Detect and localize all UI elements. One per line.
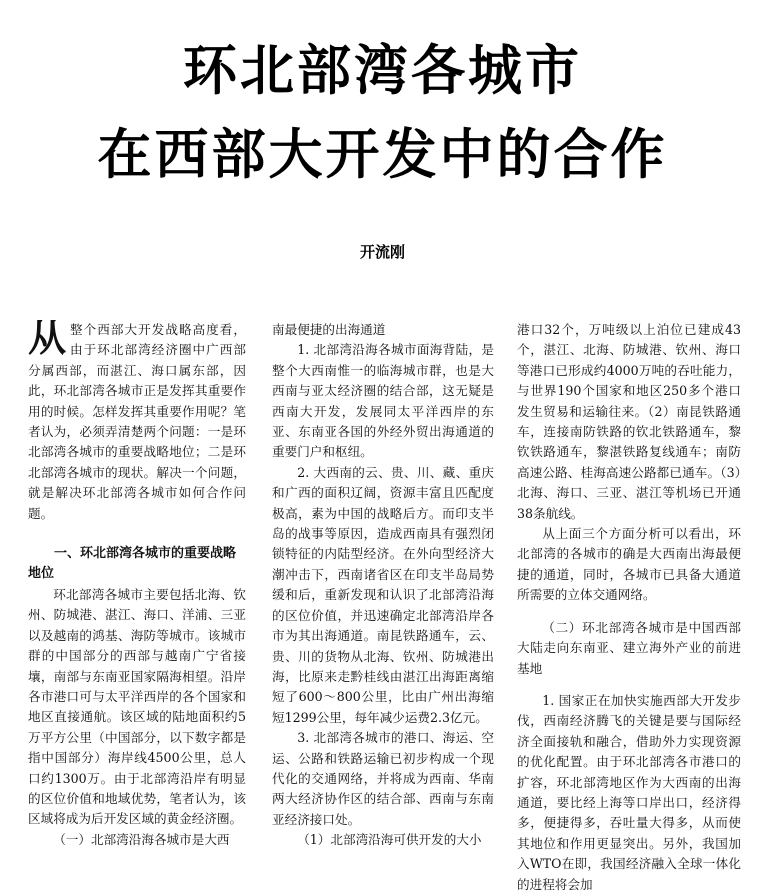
section-heading-1: 一、环北部湾各城市的重要战略地位 bbox=[28, 546, 237, 582]
spacer bbox=[517, 679, 741, 691]
continued-text: 南最便捷的出海通道 bbox=[272, 322, 386, 337]
column-3 bbox=[517, 320, 741, 896]
article-author: 开流刚 bbox=[359, 243, 405, 261]
column-1 bbox=[28, 320, 246, 896]
continued-text: 港口32个，万吨级以上泊位已建成43个，湛江、北海、防城港、钦州、海口等港口已形成约4000万吨的吞吐能力，与世界190个国家和地区250多个港口发生贸易和运输往来。（2）南昆铁路通车，连接南防铁路的钦北铁路通车，黎钦铁路通车，黎湛铁路复线通车；南防高速公路、桂海高速公路都已通车。（3）北海、海口、三亚、湛江等机场已开通38条航线。 bbox=[517, 322, 741, 521]
intro-text: 整个西部大开发战略高度看，由于环北部湾经济圈中广西部分属西部，而湛江、海口属东部，因此，环北部湾各城市正是发挥其重要作用的时候。怎样发挥其重要作用呢？笔者认为，必须弄清楚两个问题：一是环北部湾各城市的重要战略地位；二是环北部湾各城市的现状。解决一个问题，就是解决环北部湾各城市如何合作问题。 bbox=[28, 322, 246, 521]
article-title-line1: 环北部湾各城市 bbox=[183, 39, 582, 102]
article-title-line2: 在西部大开发中的合作 bbox=[97, 123, 668, 186]
column-2 bbox=[272, 320, 494, 896]
intro-paragraph bbox=[28, 320, 246, 524]
spacer bbox=[517, 606, 741, 618]
body-paragraph: （1）北部湾沿海可供开发的大小 bbox=[297, 832, 482, 848]
body-paragraph: 环北部湾各城市主要包括北海、钦州、防城港、湛江、海口、洋浦、三亚以及越南的鸿基、海防等城市。该城市群的中国部分的西部与越南广宁省接壤，南部与东南亚国家隔海相望。沿岸各市港口可与太平洋西岸的各个国家和地区直接通航。该区域的陆地面积约5万平方公里（中国部分，以下数字都是指中国部分）海岸线4500公里，总人口约1300万。由于北部湾沿岸有明显的区位价值和地域优势，笔者认为，该区域将成为后开发区域的黄金经济圈。 bbox=[28, 586, 246, 827]
subsection-heading: （二）环北部湾各城市是中国西部大陆走向东南亚、建立海外产业的前进基地 bbox=[517, 619, 741, 676]
body-paragraph: 3. 北部湾各城市的港口、海运、空运、公路和铁路运输已初步构成一个现代化的交通网络，并将成为西南、华南两大经济协作区的结合部、西南与东南亚经济接口处。 bbox=[272, 730, 494, 827]
drop-cap: 从 bbox=[28, 320, 67, 360]
body-paragraph: 1. 北部湾沿海各城市面海背陆，是整个大西南惟一的临海城市群，也是大西南与亚太经济圈的结合部，这无疑是西南大开发，发展同太平洋西岸的东亚、东南亚各国的外经外贸出海通道的重要门户和枢纽。 bbox=[272, 342, 494, 460]
body-paragraph: 2. 大西南的云、贵、川、藏、重庆和广西的面积辽阔，资源丰富且匹配度极高，素为中国的战略后方。而印支半岛的战事等原因，造成西南具有强烈闭锁特征的内陆型经济。在外向型经济大潮冲击下，西南诸省区在印支半岛局势缓和后，重新发现和认识了北部湾沿海的区位价值，并迅速确定北部湾沿岸各市为其出海通道。南昆铁路通车，云、贵、川的货物从北海、钦州、防城港出海，比原来走黔桂线由湛江出海距离缩短了600～800公里，比由广州出海缩短1299公里，每年减少运费2.3亿元。 bbox=[272, 464, 494, 725]
body-paragraph: 1. 国家正在加快实施西部大开发步伐，西南经济腾飞的关键是要与国际经济全面接轨和融合，借助外力实现资源的优化配置。由于环北部湾各市港口的扩容，环北部湾地区作为大西南的出海通道，要比经上海等口岸出口，经济得多，便捷得多，吞吐量大得多，从而使其地位和作用更显突出。另外，我国加入WTO在即，我国经济融入全球一体化的进程将会加 bbox=[517, 692, 741, 892]
subsection-heading: （一）北部湾沿海各城市是大西 bbox=[53, 831, 230, 847]
body-paragraph: 从上面三个方面分析可以看出，环北部湾的各城市的确是大西南出海最便捷的通道，同时，各城市已具备大通道所需要的立体交通网络。 bbox=[517, 526, 741, 603]
